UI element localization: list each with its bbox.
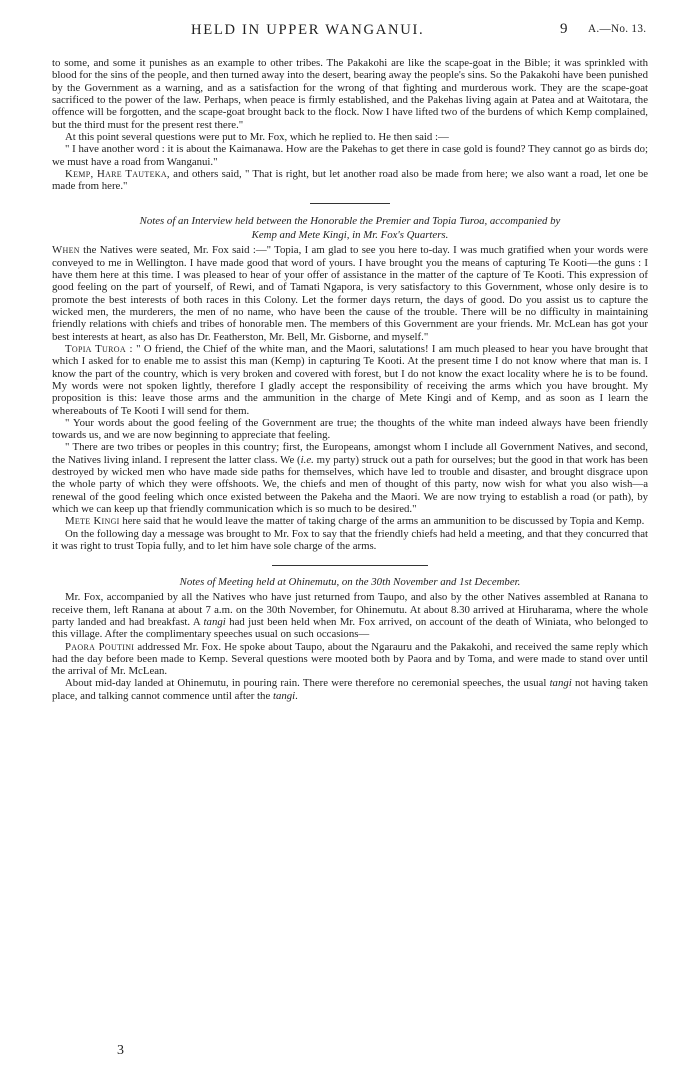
section-ohinemutu-meeting (52, 576, 648, 702)
paragraph-text: had just been held when Mr. Fox arrived, on account of the death of Winiata, who belonged to this village. After the complimentary speeches usual on such occasions— (52, 615, 648, 641)
speaker-name: Kemp, Hare Tauteka, (65, 167, 170, 180)
section-divider (310, 203, 390, 204)
paragraph (52, 168, 648, 193)
paragraph (52, 641, 648, 678)
speech-text: " O friend, the Chief of the white man, and the Maori, salutations! I am much pleased to hear you have brought that which I asked for to enable me to assist this man (Kemp) in capturing Te Kooti. At the present time I do not know where that man is. I know the part of the country, which is very broken and covered with forest, but I do not know the exact locality where he is to be found. My words were not spoken lightly, therefore I gladly accept the responsibility of receiving the arms which you have brought. My proposition is this: leave those arms and the ammunition in the charge of Mete Kingi and of Kemp, and as soon as I learn the whereabouts of Te Kooti I will send for them. (52, 342, 648, 417)
section-title: Notes of Meeting held at Ohinemutu, on the 30th November and 1st December. (179, 576, 521, 589)
document-reference: A.—No. 13. (588, 23, 647, 35)
section-topia-interview (52, 215, 648, 552)
paragraph-text: the Natives were seated, Mr. Fox said :—" Topia, I am glad to see you here to-day. I was much gratified when your words were conveyed to me in Wellington. I have made good that word of yours. I have brought you the means of capturing Te Kooti—the guns : I have them here at this time. I was pleased to hear of your offer of assistance in the matter of the capture of Te Kooti. This expression of good feeling on the part of yourself, of Rewi, and of Tamati Ngapora, is very satisfactory to this Government, whose only desire is to promote the best interests of both races in this Colony. Let the former days return, the days of good. Do you assist us to capture the wicked men, the murderers, the men of no name, who have been the cause of the trouble. There will be no difficulty in maintaining friendly relations with chiefs and tribes of honorable men. The members of this Government are your friends. Mr. McLean has got your best interests at heart, as also has Dr. Featherston, Mr. Bell, Mr. Gisborne, and myself." (52, 244, 648, 343)
paragraph (52, 677, 648, 702)
paragraph: " I have another word : it is about the Kaimanawa. How are the Pakehas to get there in case gold is found? They cannot go as birds do; we must have a road from Wanganui." (52, 143, 648, 168)
lead-word: When (52, 244, 80, 257)
paragraph (52, 441, 648, 515)
running-header (0, 22, 700, 46)
running-title: HELD IN UPPER WANGANUI. (191, 22, 425, 38)
paragraph: On the following day a message was brought to Mr. Fox to say that the friendly chiefs had held a meeting, and that they concurred that it was right to trust Topia fully, and to let him have sole charge of the arms. (52, 527, 648, 552)
paragraph (52, 591, 648, 640)
section-title-continued: Kemp and Mete Kingi, in Mr. Fox's Quarters. (251, 229, 449, 242)
section-divider (272, 565, 428, 566)
italic-abbreviation: i.e. (300, 453, 314, 466)
page-number: 9 (560, 21, 568, 37)
speech-text: and others said, " That is right, but let another road also be made from here; we also want a road, let one be made from here." (52, 167, 649, 193)
paragraph (52, 515, 648, 527)
italic-term: tangi (272, 689, 296, 702)
paragraph: " Your words about the good feeling of the Government are true; the thoughts of the white man indeed always have been friendly towards us, and we are now beginning to appreciate that feeling. (52, 416, 648, 442)
paragraph: At this point several questions were put to Mr. Fox, which he replied to. He then said :— (65, 130, 449, 143)
paragraph-text: here said that he would leave the matter of taking charge of the arms an ammunition to be discussed by Topia and Kemp. (119, 515, 645, 528)
section-kemp-meeting (52, 57, 648, 192)
paragraph-text: . (295, 689, 298, 702)
page-body (52, 57, 648, 702)
paragraph-text: Mr. Fox, accompanied by all the Natives who have just returned from Taupo, and also by the other Natives assembled at Ranana to receive them, left Ranana at about 7 a.m. on the 30th November, for Ohinemutu. At about 8.30 arrived at Hiruharama, where the whole party landed and had breakfast. A (52, 591, 648, 628)
sheet-number: 3 (117, 1043, 124, 1058)
speaker-name: Topia Turoa : (65, 342, 133, 355)
section-title: Notes of an Interview held between the Honorable the Premier and Topia Turoa, accompanied by (139, 215, 561, 228)
speaker-name: Mete Kingi (65, 515, 120, 528)
italic-term: tangi (203, 615, 226, 628)
paragraph-text: About mid-day landed at Ohinemutu, in pouring rain. There were therefore no ceremonial speeches, the usual (65, 677, 550, 690)
paragraph-text: " There are two tribes or peoples in this country; first, the Europeans, amongst whom I include all Government Natives, and second, the Natives living inland. I represent the latter class. We ( (52, 441, 648, 466)
paragraph: to some, and some it punishes as an example to other tribes. The Pakakohi are like the scape-goat in the Bible; it was sprinkled with blood for the sins of the people, and then turned away into the desert, bearing away the people's sins. So the Pakakohi have been punished by the Government as a warning, and as a satisfaction for the wrong of that fighting and murderous work. They are the scape-goat sacrificed to the power of the law. Perhaps, when peace is firmly established, and the Pakehas living again at Patea and at Waitotara, the offence will be forgotten, and the scape-goat brought back to the flock. Now I have lifted two of the burdens of which Kemp complained, but the third must for the present rest there." (52, 57, 648, 131)
paragraph (52, 244, 648, 343)
speaker-name: Paora Poutini (65, 640, 135, 653)
paragraph (52, 343, 648, 417)
italic-term: tangi (549, 677, 572, 690)
paragraph-text: addressed Mr. Fox. He spoke about Taupo, about the Ngarauru and the Pakakohi, and received the same reply which had the day before been made to Kemp. Several questions were mooted both by Paora and by Toma, and were made to stand over until the arrival of Mr. McLean. (52, 640, 648, 678)
paragraph-text: not having taken place, and talking cannot commence until after the (52, 677, 648, 702)
paragraph-text: my party) struck out a path for ourselves; but the good in that work has been destroyed by wicked men who have made side paths for themselves, which have led to trouble and disaster, and brought disgrace upon the whole party of which they were offshoots. We, the chiefs and men of thought of this party, now wish for what you also wish—a renewal of the good feeling which once existed between the Pakeha and the Maori. We are now trying to establish a road (or path), by which we can keep up that friendly communication which is so much to be desired." (52, 453, 649, 515)
